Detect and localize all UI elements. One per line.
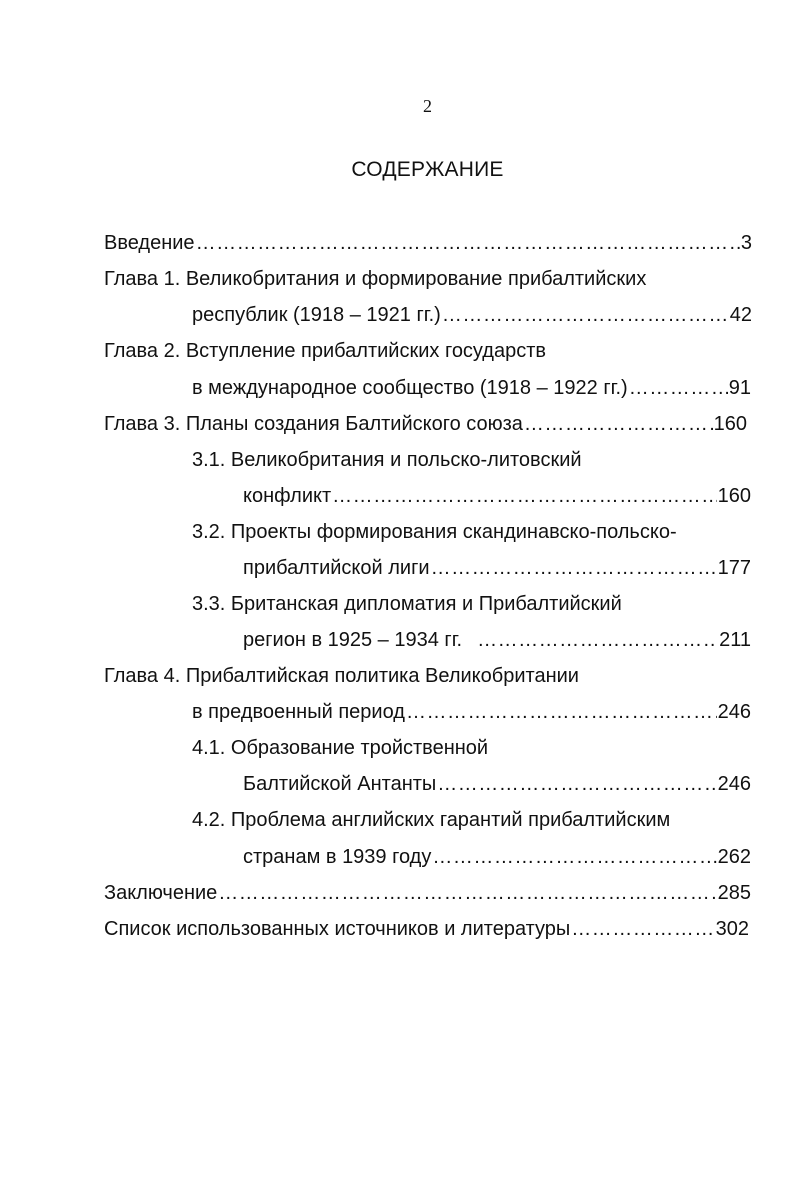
dot-leader — [406, 697, 717, 727]
toc-entry-label: Глава 4. Прибалтийская политика Великобритании — [104, 665, 579, 687]
toc-entry-chapter-3[interactable] — [104, 409, 747, 439]
toc-entry-section-3-2[interactable] — [243, 553, 751, 583]
toc-entry-label: 3.1. Великобритания и польско-литовский — [192, 449, 582, 471]
page-title: СОДЕРЖАНИЕ — [351, 158, 504, 181]
toc-entry-section-4-1-heading[interactable] — [192, 733, 488, 763]
toc-entry-page: 160 — [717, 485, 751, 507]
toc-entry-label: республик (1918 – 1921 гг.) — [192, 304, 441, 326]
toc-entry-section-4-1[interactable] — [243, 769, 751, 799]
toc-entry-page: 3 — [740, 232, 752, 254]
toc-entry-section-4-2[interactable] — [243, 842, 751, 872]
dot-leader — [524, 409, 713, 439]
toc-entry-label: конфликт — [243, 485, 332, 507]
toc-entry-page: 246 — [717, 773, 751, 795]
toc-entry-label: Глава 2. Вступление прибалтийских государств — [104, 340, 546, 362]
dot-leader — [477, 625, 718, 655]
toc-entry-chapter-1-heading[interactable] — [104, 264, 646, 294]
toc-entry-chapter-1[interactable] — [192, 300, 752, 330]
toc-entry-page: 246 — [717, 701, 751, 723]
toc-entry-label: Список использованных источников и литературы — [104, 918, 571, 940]
dot-leader — [218, 878, 716, 908]
toc-entry-section-3-1-heading[interactable] — [192, 445, 582, 475]
toc-entry-chapter-4[interactable] — [192, 697, 751, 727]
toc-entry-introduction[interactable] — [104, 228, 752, 258]
toc-entry-label: Заключение — [104, 882, 218, 904]
toc-entry-label: Балтийской Антанты — [243, 773, 437, 795]
dot-leader — [196, 228, 740, 258]
toc-entry-label: Введение — [104, 232, 195, 254]
toc-entry-label: Глава 3. Планы создания Балтийского союза — [104, 413, 523, 435]
toc-entry-label: 3.3. Британская дипломатия и Прибалтийский — [192, 593, 622, 615]
toc-entry-chapter-2-heading[interactable] — [104, 336, 546, 366]
toc-entry-page: 42 — [729, 304, 752, 326]
toc-entry-page: 302 — [715, 918, 749, 940]
toc-entry-label: в предвоенный период — [192, 701, 405, 723]
toc-entry-chapter-4-heading[interactable] — [104, 661, 579, 691]
toc-entry-conclusion[interactable] — [104, 878, 751, 908]
toc-entry-label: Глава 1. Великобритания и формирование прибалтийских — [104, 268, 647, 290]
toc-entry-page: 177 — [717, 557, 751, 579]
toc-entry-label: прибалтийской лиги — [243, 557, 430, 579]
toc-entry-section-3-2-heading[interactable] — [192, 517, 677, 547]
toc-entry-chapter-2[interactable] — [192, 373, 751, 403]
toc-entry-section-3-1[interactable] — [243, 481, 751, 511]
dot-leader — [437, 769, 716, 799]
toc-entry-section-4-2-heading[interactable] — [192, 805, 670, 835]
toc-entry-label: странам в 1939 году — [243, 846, 432, 868]
toc-entry-bibliography[interactable] — [104, 914, 749, 944]
toc-entry-label: в международное сообщество (1918 – 1922 гг.) — [192, 377, 628, 399]
toc-entry-section-3-3-heading[interactable] — [192, 589, 622, 619]
toc-entry-page: 91 — [728, 377, 751, 399]
toc-entry-label: 3.2. Проекты формирования скандинавско-польско- — [192, 521, 677, 543]
dot-leader — [571, 914, 714, 944]
dot-leader — [431, 553, 717, 583]
toc-entry-label: 4.2. Проблема английских гарантий прибалтийским — [192, 809, 671, 831]
toc-entry-label: 4.1. Образование тройственной — [192, 737, 489, 759]
toc-entry-page: 262 — [717, 846, 751, 868]
dot-leader — [442, 300, 729, 330]
dot-leader — [629, 373, 728, 403]
dot-leader — [332, 481, 716, 511]
dot-leader — [432, 842, 716, 872]
toc-entry-section-3-3[interactable] — [243, 625, 751, 655]
toc-entry-page: 160 — [713, 413, 747, 435]
page-number: 2 — [423, 96, 432, 116]
toc-entry-page: 285 — [717, 882, 751, 904]
toc-entry-page: 211 — [719, 629, 751, 651]
toc-entry-label: регион в 1925 – 1934 гг. — [243, 629, 463, 651]
